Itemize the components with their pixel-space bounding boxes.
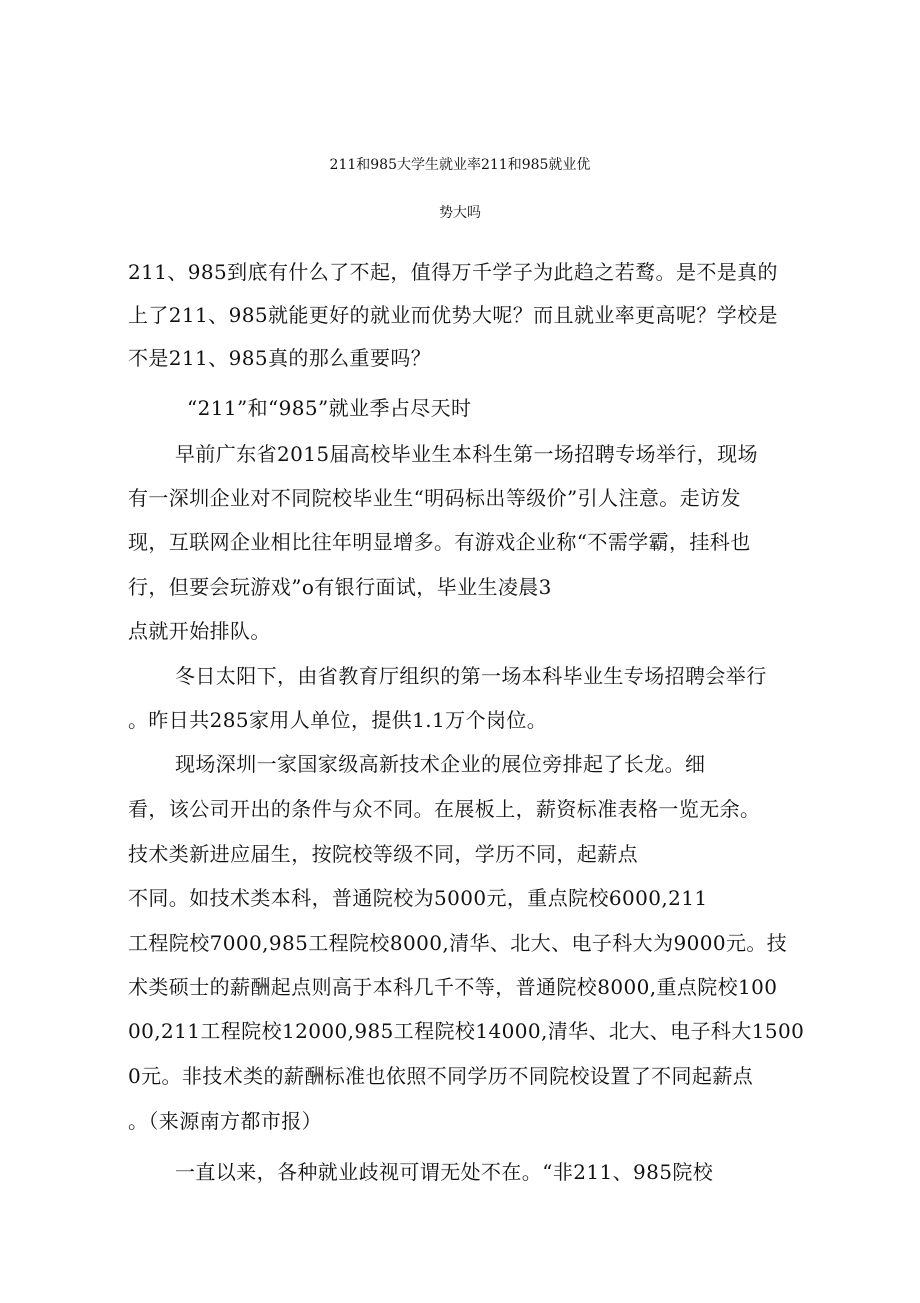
body-line: 技术类新进应届生，按院校等级不同，学历不同，起薪点 bbox=[128, 842, 638, 866]
body-line: 早前广东省2015届高校毕业生本科生第一场招聘专场举行，现场 bbox=[175, 442, 758, 466]
body-line: 点就开始排队。 bbox=[128, 619, 271, 643]
body-line: 0元。非技术类的薪酬标准也依照不同学历不同院校设置了不同起薪点 bbox=[128, 1064, 754, 1088]
body-line: 00,211工程院校12000,985工程院校14000,清华、北大、电子科大1500 bbox=[128, 1019, 805, 1043]
body-line: 一直以来，各种就业歧视可谓无处不在。“非211、985院校 bbox=[175, 1160, 714, 1184]
document-title-line-2: 势大吗 bbox=[439, 205, 481, 221]
body-line: 工程院校7000,985工程院校8000,清华、北大、电子科大为9000元。技 bbox=[128, 931, 788, 955]
body-line: 上了211、985就能更好的就业而优势大呢？而且就业率更高呢？学校是 bbox=[128, 303, 778, 327]
body-line: 看，该公司开出的条件与众不同。在展板上，薪资标准表格一览无余。 bbox=[128, 797, 761, 821]
body-line: 。（来源南方都市报） bbox=[128, 1109, 322, 1133]
body-line: 211、985到底有什么了不起，值得万千学子为此趋之若鹜。是不是真的 bbox=[128, 260, 778, 284]
body-line: 不是211、985真的那么重要吗？ bbox=[128, 346, 432, 370]
body-line: 有一深圳企业对不同院校毕业生“明码标出等级价”引人注意。走访发 bbox=[128, 486, 741, 510]
body-line: 。昨日共285家用人单位，提供1.1万个岗位。 bbox=[128, 708, 548, 732]
body-line: 冬日太阳下，由省教育厅组织的第一场本科毕业生专场招聘会举行 bbox=[175, 664, 767, 688]
section-heading: “211”和“985”就业季占尽天时 bbox=[187, 396, 472, 420]
body-line: 术类硕士的薪酬起点则高于本科几千不等，普通院校8000,重点院校100 bbox=[128, 975, 778, 999]
body-line: 行，但要会玩游戏”o有银行面试，毕业生凌晨3 bbox=[128, 575, 552, 599]
body-line: 现场深圳一家国家级高新技术企业的展位旁排起了长龙。细 bbox=[175, 752, 706, 776]
document-title-line-1: 211和985大学生就业率211和985就业优 bbox=[329, 157, 591, 173]
body-line: 不同。如技术类本科，普通院校为5000元，重点院校6000,211 bbox=[128, 886, 708, 910]
body-line: 现，互联网企业相比往年明显增多。有游戏企业称“不需学霸，挂科也 bbox=[128, 530, 751, 554]
